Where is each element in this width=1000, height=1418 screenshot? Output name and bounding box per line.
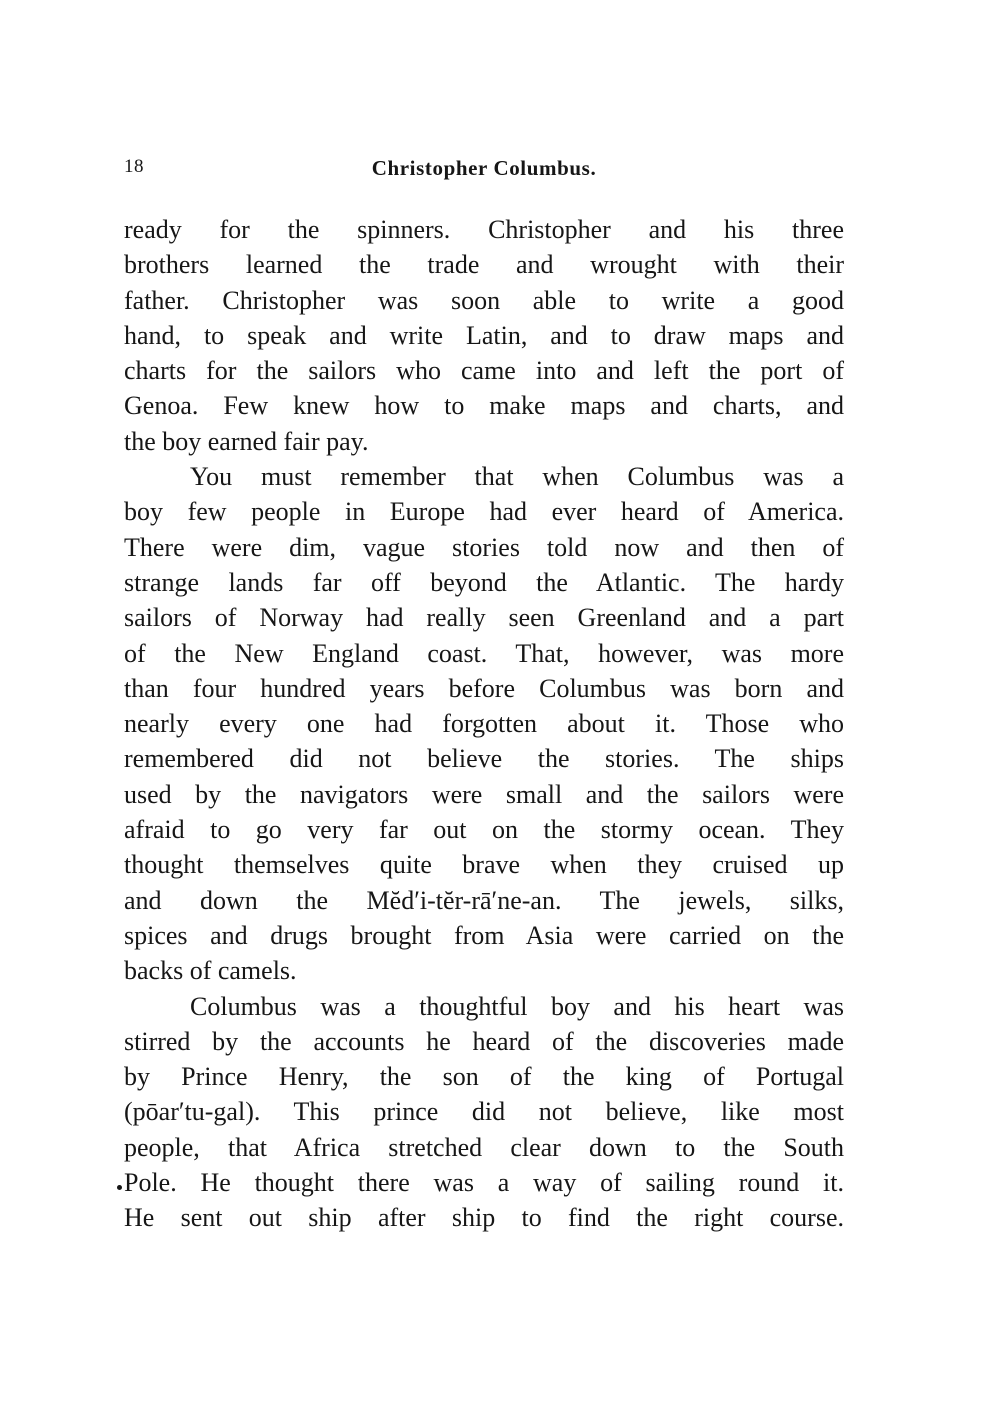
margin-dot-mark [117,1185,122,1190]
running-title: Christopher Columbus. [371,156,597,180]
text-line: Columbus was a thoughtful boy and his heart was [190,991,844,1021]
text-line: Genoa. Few knew how to make maps and charts, and [124,391,844,421]
text-line: hand, to speak and write Latin, and to draw maps and [124,320,844,350]
text-line: nearly every one had forgotten about it. Those who [124,709,844,739]
text-line: boy few people in Europe had ever heard of America. [124,497,844,527]
page-header [124,156,844,186]
text-line: spices and drugs brought from Asia were carried on the [124,920,844,950]
text-line: the boy earned fair pay. [124,426,369,456]
text-line: charts for the sailors who came into and left the port of [124,356,844,386]
page-number: 18 [124,156,144,177]
text-line: thought themselves quite brave when they cruised up [124,850,844,880]
text-line: used by the navigators were small and the sailors were [124,779,844,809]
text-line: by Prince Henry, the son of the king of Portugal [124,1062,844,1092]
text-line: Pole. He thought there was a way of sailing round it. [124,1168,844,1198]
text-line: people, that Africa stretched clear down to the South [124,1132,844,1162]
text-line: remembered did not believe the stories. The ships [124,744,844,774]
text-line: father. Christopher was soon able to write a good [124,285,844,315]
text-line: You must remember that when Columbus was a [190,462,844,492]
text-line: stirred by the accounts he heard of the discoveries made [124,1026,844,1056]
text-line: ready for the spinners. Christopher and his three [124,215,844,244]
text-line: afraid to go very far out on the stormy ocean. They [124,815,844,845]
text-line: There were dim, vague stories told now and then of [124,532,844,562]
text-line: than four hundred years before Columbus was born and [124,673,844,703]
text-line: (pōar′tu-gal). This prince did not believe, like most [124,1097,844,1127]
text-line: brothers learned the trade and wrought with their [124,250,844,280]
text-line: sailors of Norway had really seen Greenland and a part [124,603,844,633]
text-line: strange lands far off beyond the Atlantic. The hardy [124,567,844,597]
text-line: of the New England coast. That, however, was more [124,638,844,668]
text-line: and down the Mĕd′i-tĕr-rā′ne-an. The jewels, silks, [124,885,844,915]
text-line: backs of camels. [124,956,297,986]
text-line: He sent out ship after ship to find the right course. [124,1203,844,1233]
body-text [124,212,844,1236]
